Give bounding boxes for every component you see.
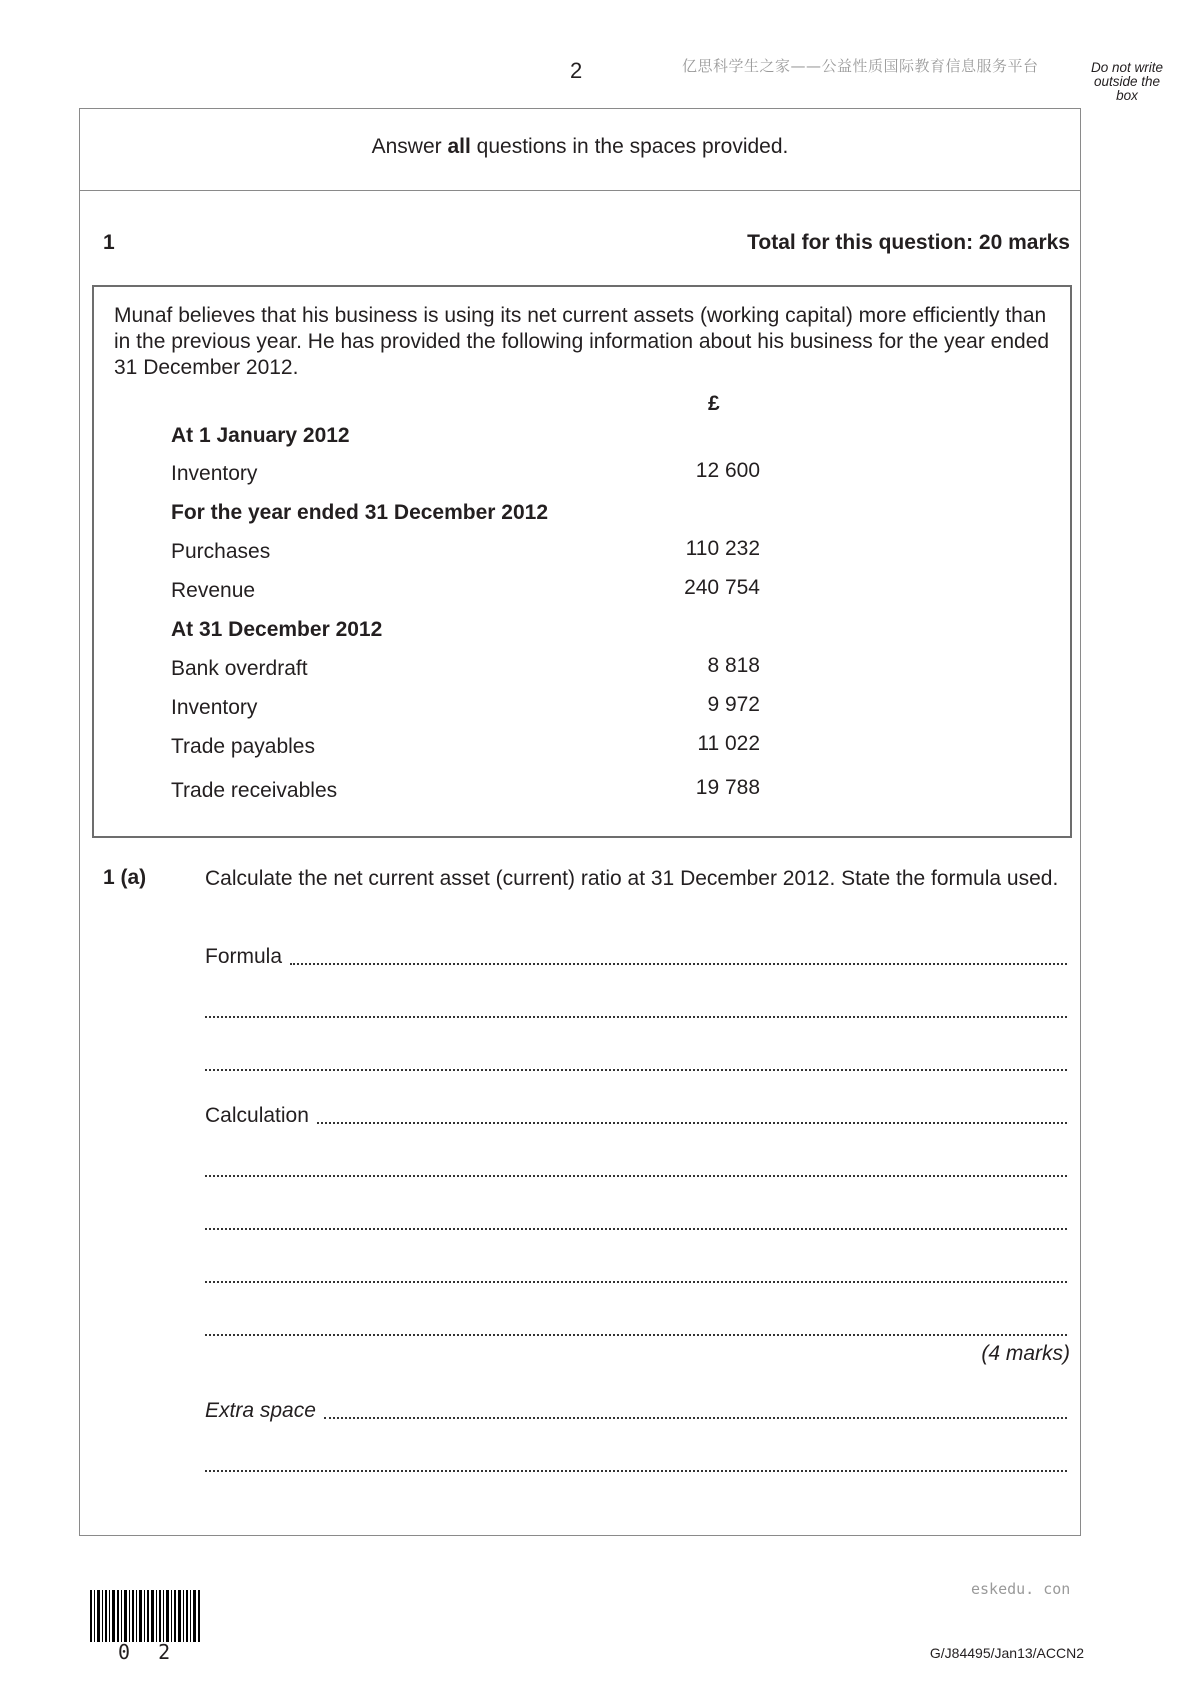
info-paragraph: Munaf believes that his business is using its net current assets (working capital) more efficiently than in the previous year. He has provided the following information about his business for the year ended 31 December 2012. [114, 304, 1050, 379]
answer-line[interactable] [205, 1209, 1067, 1235]
instruction-prefix: Answer [371, 135, 448, 158]
currency-heading: £ [708, 392, 720, 415]
answer-line[interactable] [205, 1262, 1067, 1288]
instruction-text [79, 135, 1081, 159]
instruction-suffix: questions in the spaces provided. [470, 135, 789, 158]
table-heading-year: For the year ended 31 December 2012 [171, 501, 549, 524]
table-label-receivables: Trade receivables [171, 779, 338, 802]
instruction-bold: all [447, 135, 471, 158]
calculation-label: Calculation [205, 1104, 309, 1127]
extra-space-line[interactable] [205, 1398, 1067, 1424]
answer-line[interactable] [205, 1315, 1067, 1341]
calculation-answer-line[interactable] [205, 1103, 1067, 1129]
dotted-line [324, 1416, 1067, 1419]
page-number: 2 [570, 58, 583, 83]
dotted-line [317, 1121, 1067, 1124]
table-value-purchases: 110 232 [685, 537, 760, 560]
question-number: 1 [103, 231, 115, 254]
dotted-line [205, 1068, 1067, 1071]
part-a-number: 1 (a) [103, 866, 147, 889]
dotted-line [290, 962, 1067, 965]
dotted-line [205, 1174, 1067, 1177]
question-total-marks: Total for this question: 20 marks [747, 231, 1070, 254]
dotted-line [205, 1333, 1067, 1336]
table-label-inventory-open: Inventory [171, 462, 258, 485]
extra-space-label: Extra space [205, 1399, 316, 1422]
answer-line[interactable] [205, 1156, 1067, 1182]
instruction-row [79, 108, 1081, 191]
formula-answer-line[interactable] [205, 944, 1067, 970]
table-label-inventory-close: Inventory [171, 696, 258, 719]
margin-note: Do not write outside the box [1090, 60, 1164, 103]
dotted-line [205, 1469, 1067, 1472]
barcode-icon [90, 1590, 200, 1642]
reference-code: G/J84495/Jan13/ACCN2 [929, 1645, 1084, 1661]
dotted-line [205, 1227, 1067, 1230]
table-value-overdraft: 8 818 [707, 654, 760, 677]
answer-line[interactable] [205, 1451, 1067, 1477]
table-value-inventory-close: 9 972 [707, 693, 760, 716]
barcode-number: 0 2 [118, 1640, 179, 1664]
watermark-bottom: eskedu. con [971, 1580, 1071, 1598]
table-label-overdraft: Bank overdraft [171, 657, 308, 680]
table-heading-dec: At 31 December 2012 [171, 618, 383, 641]
table-value-inventory-open: 12 600 [695, 459, 760, 482]
dotted-line [205, 1015, 1067, 1018]
table-value-revenue: 240 754 [684, 576, 760, 599]
table-heading-jan: At 1 January 2012 [171, 424, 350, 447]
marks-label: (4 marks) [981, 1342, 1070, 1365]
table-label-purchases: Purchases [171, 540, 271, 563]
watermark-top: 亿思科学生之家——公益性质国际教育信息服务平台 [682, 57, 1039, 75]
table-value-receivables: 19 788 [695, 776, 760, 799]
part-a-text: Calculate the net current asset (current) ratio at 31 December 2012. State the formula used. [205, 867, 1059, 890]
dotted-line [205, 1280, 1067, 1283]
formula-label: Formula [205, 945, 283, 968]
table-label-revenue: Revenue [171, 579, 256, 602]
answer-line[interactable] [205, 1050, 1067, 1076]
table-label-payables: Trade payables [171, 735, 315, 758]
answer-line[interactable] [205, 997, 1067, 1023]
table-value-payables: 11 022 [697, 732, 760, 755]
